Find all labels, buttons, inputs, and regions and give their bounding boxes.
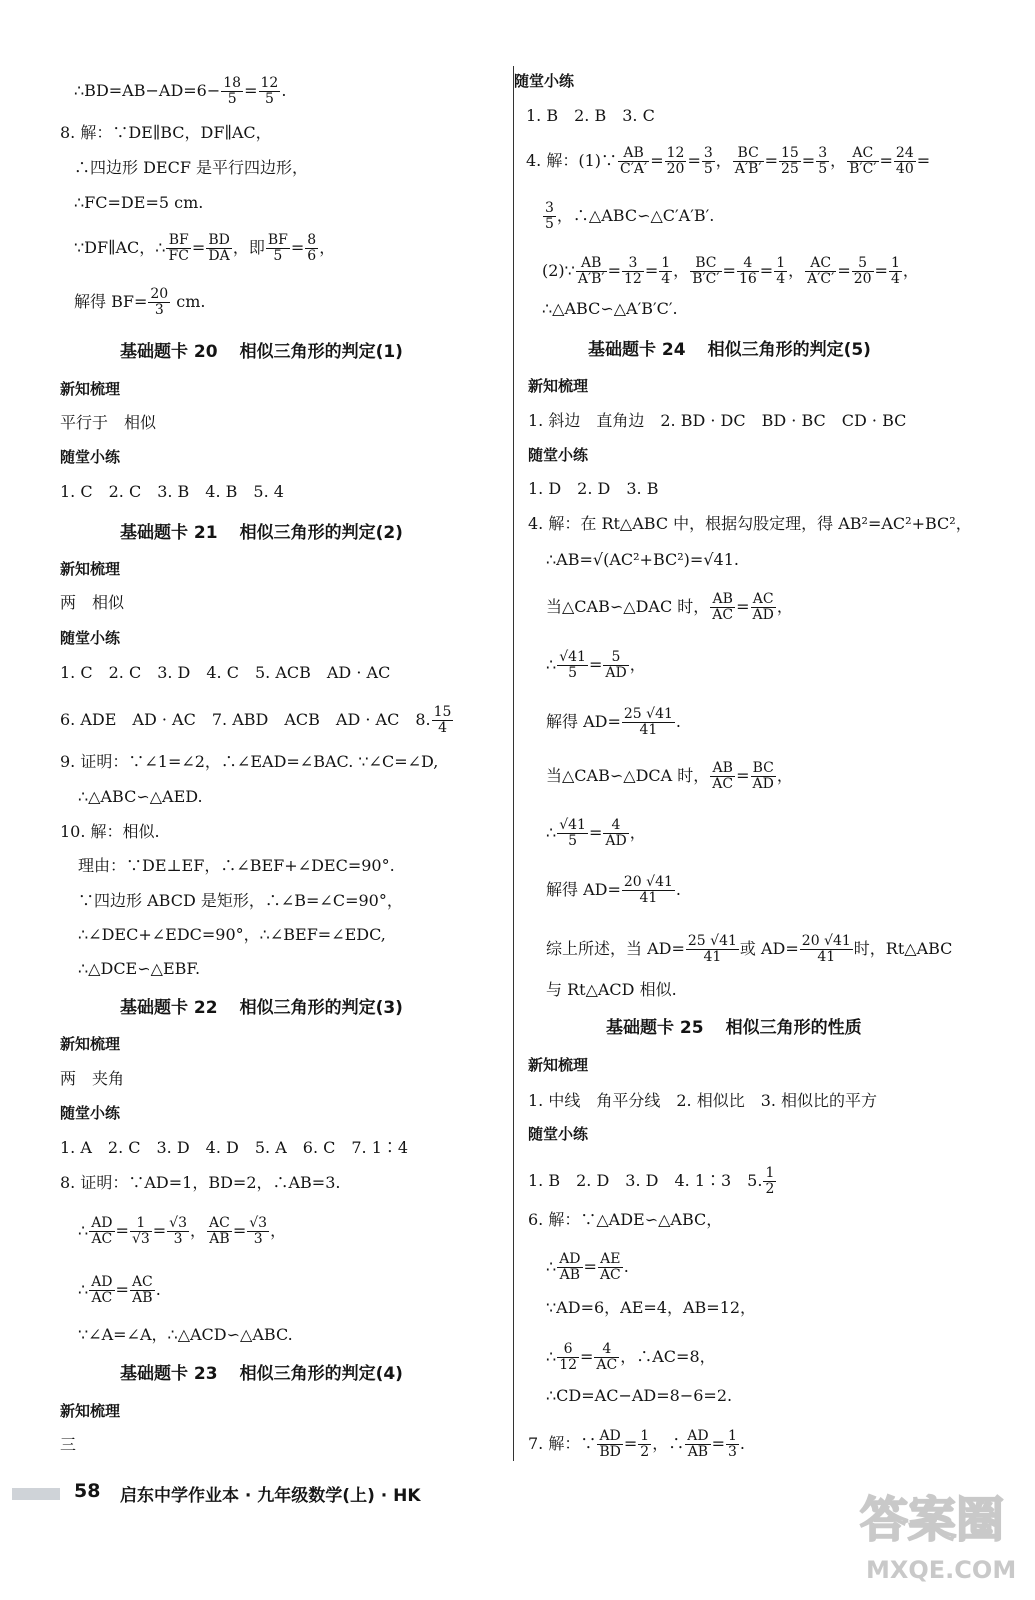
- answer-line: 两 相似: [60, 593, 125, 612]
- fraction: $\frac{5}{20}$: [853, 255, 872, 287]
- fraction: $\frac{25 √41}{41}$: [623, 706, 673, 738]
- fraction: $\frac{AD}{AC}$: [91, 1274, 113, 1306]
- fraction: $\frac{AC}{AB}$: [209, 1215, 230, 1247]
- section-title-24: 基础题卡 24 相似三角形的判定(5): [588, 340, 871, 360]
- subheading: 新知梳理: [528, 377, 589, 395]
- fraction: $\frac{5}{AD}$: [605, 649, 627, 681]
- answer-line: ∴CD=AC−AD=8−6=2.: [546, 1386, 733, 1405]
- subheading: 新知梳理: [60, 560, 121, 578]
- fraction: $\frac{1}{2}$: [765, 1165, 775, 1197]
- answer-line: 解得 AD= $\frac{20 √41}{41}$ .: [546, 874, 681, 906]
- answer-line: 4. 解：(1)∵ $\frac{AB}{C'A'}$ = $\frac{12}{20}$ = $\frac{3}{5}$ ， $\frac{BC}{A'B'}$ = $\frac{15}{25}$ = $\frac{3}{5}$ ， $\frac{AC}{B'C'}$ = $\frac{24}{40}$ =: [526, 145, 931, 177]
- answer-line: $\frac{3}{5}$ ，∴△ABC∽△C′A′B′.: [545, 200, 715, 232]
- watermark-url: MXQE.COM: [866, 1556, 1017, 1584]
- answer-line: ∴△ABC∽△A′B′C′.: [542, 299, 678, 318]
- answer-line: ∴AB=√(AC²+BC²)=√41.: [546, 550, 739, 569]
- answer-line: 7. 解：∵ $\frac{AD}{BD}$ = $\frac{1}{2}$ ，∴ $\frac{AD}{AB}$ = $\frac{1}{3}$ .: [528, 1428, 745, 1460]
- answer-line: 与 Rt△ACD 相似.: [546, 980, 677, 999]
- answer-line: 当△CAB∽△DCA 时， $\frac{AB}{AC}$ = $\frac{BC}{AD}$ ，: [546, 760, 793, 792]
- fraction: $\frac{1}{4}$: [661, 255, 671, 287]
- fraction: $\frac{√41}{5}$: [559, 649, 586, 681]
- fraction: $\frac{8}{6}$: [307, 232, 317, 264]
- answer-line: 6. 解：∵△ADE∽△ABC，: [528, 1210, 723, 1229]
- answer-line: (2)∵ $\frac{AB}{A'B'}$ = $\frac{3}{12}$ = $\frac{1}{4}$ ， $\frac{BC}{B'C'}$ = $\frac{4}{16}$ = $\frac{1}{4}$ ， $\frac{AC}{A'C'}$ = $\frac{5}{20}$ = $\frac{1}{4}$ ，: [542, 255, 919, 287]
- fraction: $\frac{BC}{B'C'}$: [692, 255, 720, 287]
- answer-line: 综上所述，当 AD= $\frac{25 √41}{41}$ 或 AD= $\frac{20 √41}{41}$ 时，Rt△ABC: [546, 933, 953, 965]
- section-title-20: 基础题卡 20 相似三角形的判定(1): [120, 342, 403, 362]
- answer-line: 8. 解：∵DE∥BC，DF∥AC，: [60, 123, 272, 142]
- fraction: $\frac{4}{AC}$: [596, 1341, 618, 1373]
- answer-line: ∵四边形 ABCD 是矩形，∴∠B=∠C=90°，: [78, 891, 403, 910]
- answer-line: 1. 斜边 直角边 2. BD · DC BD · BC CD · BC: [528, 411, 907, 430]
- page-number: 58: [74, 1480, 101, 1502]
- fraction: $\frac{AB}{C'A'}$: [620, 145, 648, 177]
- subheading: 随堂小练: [528, 446, 589, 464]
- fraction: $\frac{AD}{AC}$: [91, 1215, 113, 1247]
- fraction: $\frac{1}{4}$: [776, 255, 786, 287]
- fraction: $\frac{AE}{AC}$: [599, 1251, 621, 1283]
- fraction: $\frac{4}{AD}$: [605, 817, 627, 849]
- fraction: $\frac{1}{√3}$: [131, 1215, 150, 1247]
- answer-line: ∴ $\frac{√41}{5}$ = $\frac{5}{AD}$ ，: [546, 649, 646, 681]
- footer-bar: [12, 1488, 60, 1500]
- answer-line: ∴△ABC∽△AED.: [78, 787, 203, 806]
- answer-line: ∴ $\frac{AD}{AC}$ = $\frac{1}{√3}$ = $\frac{√3}{3}$ ， $\frac{AC}{AB}$ = $\frac{√3}{3}$ ，: [78, 1215, 287, 1247]
- fraction: $\frac{√3}{3}$: [169, 1215, 187, 1247]
- fraction: $\frac{12}{5}$: [260, 75, 279, 107]
- subheading: 新知梳理: [60, 380, 121, 398]
- answer-line: ∵AD=6，AE=4，AB=12，: [546, 1298, 757, 1317]
- fraction: $\frac{20 √41}{41}$: [623, 874, 673, 906]
- answer-line: 三: [60, 1435, 77, 1454]
- fraction: $\frac{20}{3}$: [150, 286, 169, 318]
- fraction: $\frac{4}{16}$: [738, 255, 757, 287]
- fraction: $\frac{AD}{AB}$: [687, 1428, 709, 1460]
- subheading: 随堂小练: [514, 72, 575, 90]
- fraction: $\frac{AD}{BD}$: [599, 1428, 621, 1460]
- fraction: $\frac{AB}{A'B'}$: [577, 255, 605, 287]
- answer-line: ∴ $\frac{√41}{5}$ = $\frac{4}{AD}$ ，: [546, 817, 646, 849]
- fraction: $\frac{1}{3}$: [727, 1428, 737, 1460]
- watermark-text: 答案圈: [860, 1492, 1005, 1548]
- column-divider: [513, 66, 514, 1461]
- answer-line: ∴四边形 DECF 是平行四边形，: [74, 158, 309, 177]
- fraction: $\frac{20 √41}{41}$: [801, 933, 851, 965]
- section-title-22: 基础题卡 22 相似三角形的判定(3): [120, 998, 403, 1018]
- answer-line: 6. ADE AD · AC 7. ABD ACB AD · AC 8. $\frac{15}{4}$: [60, 704, 452, 736]
- answer-line: ∵∠A=∠A，∴△ACD∽△ABC.: [78, 1325, 293, 1344]
- answer-line: 1. D 2. D 3. B: [528, 479, 659, 498]
- answer-line: ∴△DCE∽△EBF.: [78, 959, 201, 978]
- answer-line: 1. B 2. D 3. D 4. 1∶3 5. $\frac{1}{2}$: [528, 1165, 775, 1197]
- fraction: $\frac{AC}{AB}$: [131, 1274, 153, 1306]
- subheading: 新知梳理: [60, 1402, 121, 1420]
- answer-line: 4. 解：在 Rt△ABC 中，根据勾股定理，得 AB²=AC²+BC²，: [528, 514, 972, 533]
- subheading: 新知梳理: [528, 1056, 589, 1074]
- fraction: $\frac{AB}{AC}$: [712, 760, 734, 792]
- answer-line: 8. 证明：∵AD=1，BD=2，∴AB=3.: [60, 1173, 341, 1192]
- answer-line: 10. 解：相似.: [60, 822, 160, 841]
- section-title-25: 基础题卡 25 相似三角形的性质: [606, 1018, 862, 1038]
- subheading: 新知梳理: [60, 1035, 121, 1053]
- answer-line: 1. C 2. C 3. D 4. C 5. ACB AD · AC: [60, 663, 391, 682]
- fraction: $\frac{BC}{A'B'}$: [734, 145, 762, 177]
- fraction: $\frac{6}{12}$: [559, 1341, 578, 1373]
- fraction: $\frac{BC}{AD}$: [752, 760, 774, 792]
- fraction: $\frac{3}{5}$: [545, 200, 554, 232]
- fraction: $\frac{BF}{5}$: [267, 232, 288, 264]
- fraction: $\frac{15}{25}$: [780, 145, 799, 177]
- book-title: 启东中学作业本 · 九年级数学(上) · HK: [120, 1486, 421, 1506]
- fraction: $\frac{BD}{DA}$: [208, 232, 230, 264]
- fraction: $\frac{√41}{5}$: [559, 817, 586, 849]
- subheading: 随堂小练: [60, 448, 121, 466]
- fraction: $\frac{BF}{FC}$: [168, 232, 189, 264]
- answer-line: 理由：∵DE⊥EF，∴∠BEF+∠DEC=90°.: [78, 856, 395, 875]
- answer-line: ∴ $\frac{AD}{AC}$ = $\frac{AC}{AB}$ .: [78, 1274, 161, 1306]
- answer-line: 两 夹角: [60, 1069, 125, 1088]
- fraction: $\frac{AD}{AB}$: [559, 1251, 581, 1283]
- answer-line: ∴BD=AB−AD=6− $\frac{18}{5}$ = $\frac{12}{5}$ .: [74, 75, 287, 107]
- answer-line: 解得 BF= $\frac{20}{3}$ cm.: [74, 286, 206, 318]
- answer-line: 9. 证明：∵∠1=∠2，∴∠EAD=∠BAC. ∵∠C=∠D,: [60, 752, 439, 771]
- answer-line: 1. A 2. C 3. D 4. D 5. A 6. C 7. 1∶4: [60, 1138, 409, 1157]
- fraction: $\frac{25 √41}{41}$: [687, 933, 737, 965]
- fraction: $\frac{3}{5}$: [703, 145, 713, 177]
- fraction: $\frac{AB}{AC}$: [712, 591, 734, 623]
- fraction: $\frac{15}{4}$: [433, 704, 452, 736]
- fraction: $\frac{1}{4}$: [890, 255, 900, 287]
- fraction: $\frac{18}{5}$: [223, 75, 242, 107]
- answer-line: 1. C 2. C 3. B 4. B 5. 4: [60, 482, 284, 501]
- answer-line: 1. 中线 角平分线 2. 相似比 3. 相似比的平方: [528, 1091, 878, 1110]
- answer-line: ∴FC=DE=5 cm.: [74, 193, 204, 212]
- fraction: $\frac{24}{40}$: [895, 145, 914, 177]
- subheading: 随堂小练: [528, 1125, 589, 1143]
- subheading: 随堂小练: [60, 1104, 121, 1122]
- answer-line: 当△CAB∽△DAC 时， $\frac{AB}{AC}$ = $\frac{AC}{AD}$ ，: [546, 591, 793, 623]
- answer-line: ∴ $\frac{AD}{AB}$ = $\frac{AE}{AC}$ .: [546, 1251, 629, 1283]
- fraction: $\frac{AC}{B'C'}$: [849, 145, 877, 177]
- text: ∴BD=AB−AD=6−: [74, 81, 221, 100]
- fraction: $\frac{AC}{AD}$: [752, 591, 774, 623]
- fraction: $\frac{AC}{A'C'}$: [807, 255, 835, 287]
- section-title-23: 基础题卡 23 相似三角形的判定(4): [120, 1364, 403, 1384]
- fraction: $\frac{3}{12}$: [624, 255, 642, 287]
- section-title-21: 基础题卡 21 相似三角形的判定(2): [120, 523, 403, 543]
- fraction: $\frac{12}{20}$: [666, 145, 685, 177]
- answer-line: 1. B 2. B 3. C: [526, 106, 655, 125]
- answer-line: ∵DF∥AC，∴ $\frac{BF}{FC}$ = $\frac{BD}{DA}$ ，即 $\frac{BF}{5}$ = $\frac{8}{6}$ ，: [74, 232, 336, 264]
- answer-line: ∴ $\frac{6}{12}$ = $\frac{4}{AC}$ ，∴AC=8，: [546, 1341, 716, 1373]
- answer-line: ∴∠DEC+∠EDC=90°，∴∠BEF=∠EDC,: [78, 925, 386, 944]
- fraction: $\frac{√3}{3}$: [249, 1215, 268, 1247]
- watermark-logo: [852, 1478, 1027, 1588]
- answer-line: 平行于 相似: [60, 413, 157, 432]
- subheading: 随堂小练: [60, 629, 121, 647]
- fraction: $\frac{3}{5}$: [818, 145, 828, 177]
- fraction: $\frac{1}{2}$: [640, 1428, 650, 1460]
- answer-line: 解得 AD= $\frac{25 √41}{41}$ .: [546, 706, 681, 738]
